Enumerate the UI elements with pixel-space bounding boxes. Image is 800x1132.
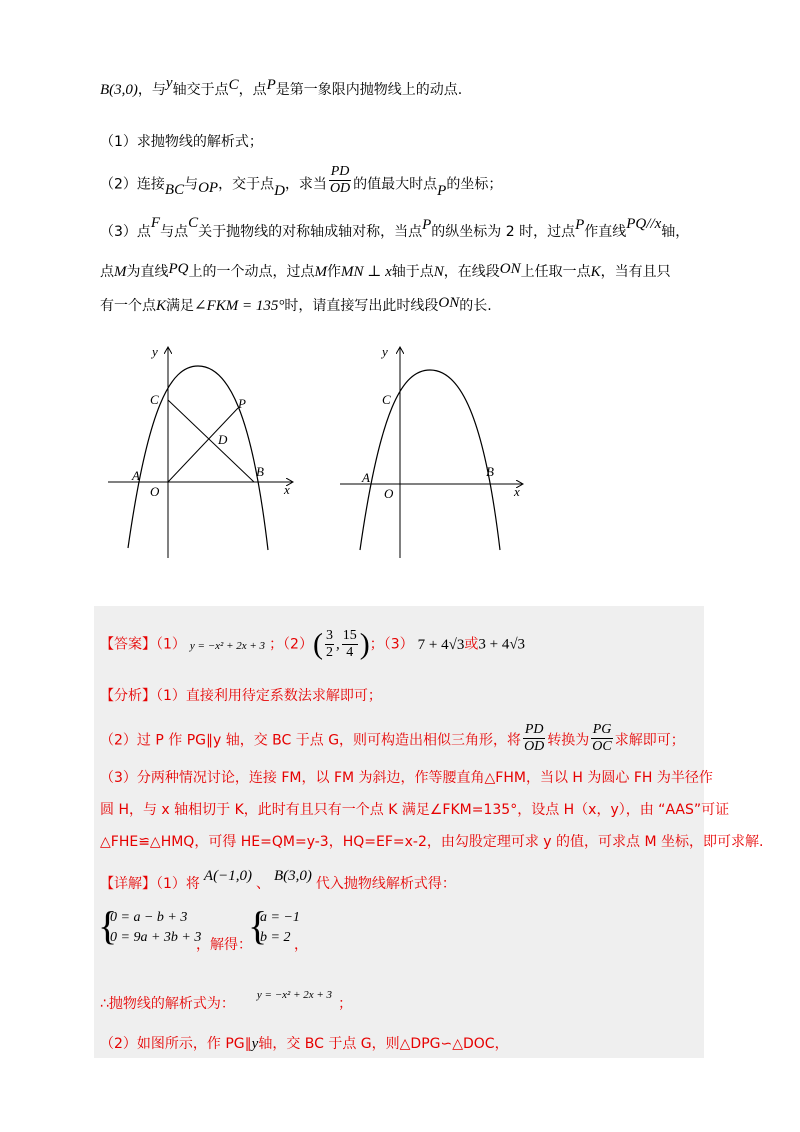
left-brace: { — [98, 903, 118, 948]
pd-od-fraction: $\frac{PD}{OD}$ — [524, 722, 545, 754]
answer-line: 【答案】（1） y = −x² + 2x + 3 ；（2）( $\frac{3}{2}$ , $\frac{15}{4}$ )；（3） 7 + 4√3或3 + 4√3 — [100, 627, 526, 661]
question-3-line-1: （3）点F与点C关于抛物线的对称轴成轴对称，当点P的纵坐标为 2 时，过点P作直线PQ//x轴， — [100, 215, 690, 240]
parabola-curve — [360, 370, 500, 550]
frac-3-2: $\frac{3}{2}$ — [325, 628, 333, 660]
point-C-label: C — [150, 392, 159, 407]
point-O-label: O — [150, 484, 160, 499]
point-O-label: O — [384, 486, 394, 501]
right-paren: ) — [359, 627, 370, 661]
answer-tag: 【答案】 — [100, 636, 156, 653]
y-axis-label: y — [382, 344, 388, 359]
problem-line-1: B(3,0)，与y轴交于点C，点P是第一象限内抛物线上的动点. — [100, 75, 463, 98]
question-3-line-2: 点M为直线PQ上的一个动点，过点M作MN ⊥ x轴于点N，在线段ON上任取一点K，当有且只 — [100, 261, 671, 280]
detail-tag: 【详解】 — [100, 876, 156, 892]
analysis-line-3: （3）分两种情况讨论，连接 FM，以 FM 为斜边，作等腰直角△FHM，当以 H 为圆心 FH 为半径作 — [100, 770, 713, 786]
point-C-label: C — [382, 392, 391, 407]
pg-oc-fraction: $\frac{PG}{OC}$ — [592, 722, 612, 754]
right-parabola-figure — [330, 338, 530, 563]
frac-15-4: $\frac{15}{4}$ — [342, 628, 357, 660]
analysis-line-2: （2）过 P 作 PG∥y 轴，交 BC 于点 G，则可构造出相似三角形，将 $\frac{PD}{OD}$ 转换为 $\frac{PG}{OC}$ 求解即可； — [100, 722, 685, 754]
point-P-label: P — [238, 396, 246, 411]
detail-line-4: （2）如图所示，作 PG∥y轴，交 BC 于点 G，则△DPG∽△DOC， — [100, 1036, 509, 1052]
detail-line-3: ∴抛物线的解析式为：$^{y = -x^2 + 2x + 3}$； — [100, 989, 353, 1012]
left-parabola-figure — [100, 338, 300, 563]
y-axis-label: y — [152, 344, 158, 359]
question-1: （1）求抛物线的解析式； — [100, 134, 263, 150]
analysis-tag-line: 【分析】（1）直接利用待定系数法求解即可； — [100, 688, 382, 704]
point-D-label: D — [218, 432, 228, 447]
x-axis-label: x — [284, 482, 290, 497]
left-brace: { — [248, 903, 268, 948]
point-B-label: B — [486, 464, 494, 479]
detail-line-1: 【详解】（1）将 A(−1,0) 、 B(3,0) 代入抛物线解析式得： — [100, 868, 456, 892]
comma: , — [335, 636, 340, 653]
pd-over-od-fraction: $\frac{PD}{OD}$ — [329, 164, 351, 196]
left-paren: ( — [312, 627, 323, 661]
system-end-comma: ， — [294, 937, 308, 953]
x-axis-label: x — [514, 484, 520, 499]
analysis-line-4: 圆 H，与 x 轴相切于 K，此时有且只有一个点 K 满足∠FKM=135°，设点 H（x，y），由 “AAS”可证 — [100, 802, 730, 818]
question-3-line-3: 有一个点K满足∠FKM = 135°时，请直接写出此时线段ON的长. — [100, 295, 492, 314]
point-A-label: A — [132, 468, 140, 483]
analysis-tag: 【分析】 — [100, 688, 156, 704]
solve-text: ，解得： — [196, 937, 252, 953]
point-A-label: A — [362, 470, 370, 485]
segment-CP — [168, 400, 238, 408]
question-2: （2）连接BC与OP，交于点D，求当 $\frac{PD}{OD}$ 的值最大时点P的坐标； — [100, 164, 503, 199]
analysis-line-5: △FHE≌△HMQ，可得 HE=QM=y-3，HQ=EF=x-2，由勾股定理可求 y 的值，可求点 M 坐标，即可求解. — [100, 834, 764, 850]
point-B-label: B — [256, 464, 264, 479]
segment-BC — [168, 400, 254, 482]
segment-OP — [168, 408, 238, 482]
parabola-curve — [128, 366, 268, 550]
